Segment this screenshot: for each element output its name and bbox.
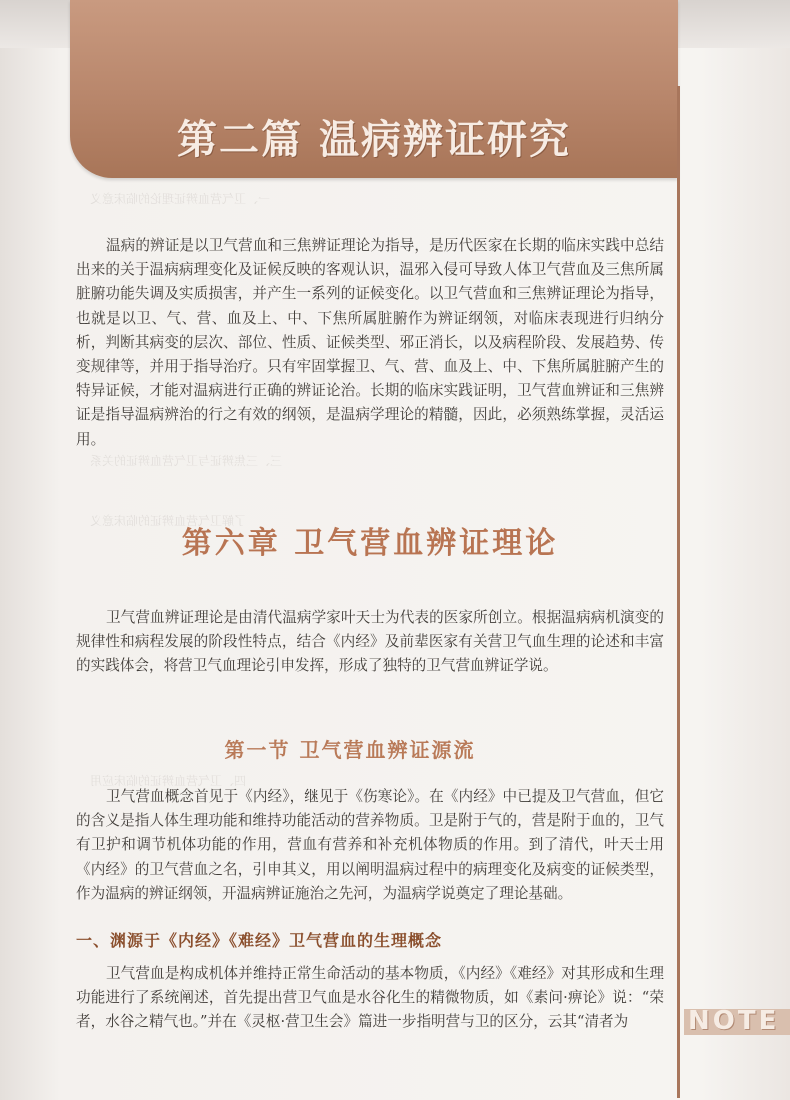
chapter-paragraph [76, 606, 664, 679]
intro-paragraph [76, 234, 664, 452]
subsection-text: 卫气营血是构成机体并维持正常生命活动的基本物质，《内经》《难经》对其形成和生理功能进行了系统阐述，首先提出营卫气血是水谷化生的精微物质，如《素问·痹论》说：“荣者，水谷之精气也。”并在《灵枢·营卫生会》篇进一步指明营与卫的区分，云其“清者为 [76, 965, 664, 1031]
subsection-title: 一、渊源于《内经》《难经》卫气营血的生理概念 [76, 931, 443, 950]
section-paragraph [76, 785, 664, 906]
subsection-paragraph [76, 962, 664, 1035]
chapter-title: 第六章 卫气营血辨证理论 [181, 526, 559, 561]
bleed-through-text: 三、三焦辨证与卫气营血辨证的关系 [90, 454, 283, 468]
bleed-through-text: 了解卫气营血辨证的临床意义 [90, 514, 247, 528]
part-title: 第二篇 温病辨证研究 [177, 116, 571, 163]
note-badge: NOTE [688, 1006, 780, 1036]
intro-text: 温病的辨证是以卫气营血和三焦辨证理论为指导，是历代医家在长期的临床实践中总结出来的关于温病病理变化及证候反映的客观认识，温邪入侵可导致人体卫气营血及三焦所属脏腑功能失调及实质损害，并产生一系列的证候变化。以卫气营血和三焦辨证理论为指导，也就是以卫、气、营、血及上、中、下焦所属脏腑作为辨证纲领，对临床表现进行归纳分析，判断其病变的层次、部位、性质、证候类型、邪正消长，以及病程阶段、发展趋势、传变规律等，并用于指导治疗。只有牢固掌握卫、气、营、血及上、中、下焦所属脏腑产生的特异证候，才能对温病进行正确的辨证论治。长期的临床实践证明，卫气营血辨证和三焦辨证是指导温病辨治的行之有效的纲领，是温病学理论的精髓，因此，必须熟练掌握，灵活运用。 [76, 237, 664, 448]
bleed-through-text: 四、卫气营血辨证的临床应用 [90, 774, 247, 788]
section-text: 卫气营血概念首见于《内经》，继见于《伤寒论》。在《内经》中已提及卫气营血，但它的含义是指人体生理功能和维持功能活动的营养物质。卫是附于气的，营是附于血的，卫气有卫护和调节机体功能的作用，营血有营养和补充机体物质的作用。到了清代，叶天士用《内经》的卫气营血之名，引申其义，用以阐明温病过程中的病理变化及病变的证候类型，作为温病的辨证纲领，开温病辨证施治之先河，为温病学说奠定了理论基础。 [76, 788, 664, 902]
part-header-banner [70, 0, 678, 178]
margin-rule [677, 86, 680, 1098]
section-title: 第一节 卫气营血辨证源流 [224, 738, 476, 762]
bleed-through-text: 一、卫气营血辨证理论的临床意义 [90, 192, 271, 206]
chapter-text: 卫气营血辨证理论是由清代温病学家叶天士为代表的医家所创立。根据温病病机演变的规律性和病程发展的阶段性特点，结合《内经》及前辈医家有关营卫气血生理的论述和丰富的实践体会，将营卫气血理论引申发挥，形成了独特的卫气营血辨证学说。 [76, 609, 664, 675]
